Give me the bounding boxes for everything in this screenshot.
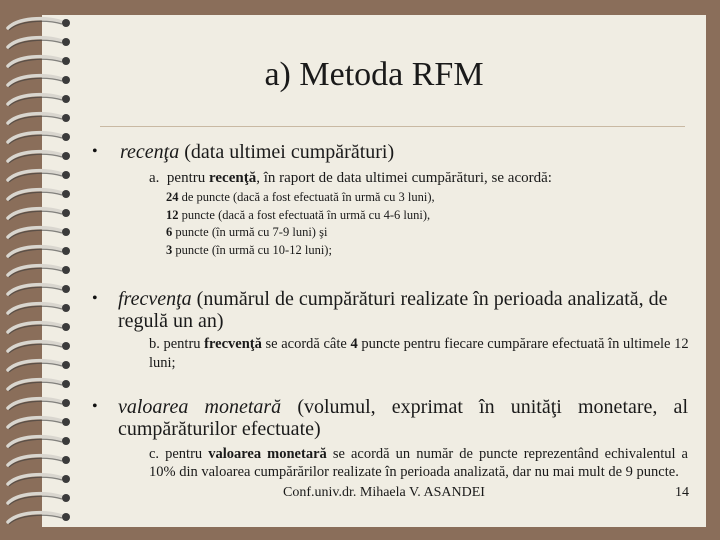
binding-ring: [8, 285, 62, 294]
binding-ring: [8, 266, 62, 275]
bullet-recenta: [120, 141, 394, 164]
binding-hole: [62, 323, 70, 331]
term-frecventa: frecvenţa: [118, 288, 192, 310]
binding-hole: [62, 114, 70, 122]
list-item: [166, 224, 435, 242]
points-value: 24: [166, 190, 179, 204]
points-value: 12: [166, 207, 179, 222]
binding-ring: [8, 247, 62, 256]
binding-hole: [62, 95, 70, 103]
sub-prefix: a.: [149, 170, 160, 186]
sub-text: , în raport de data ultimei cumpărături, se acordă:: [256, 170, 552, 186]
points-text: puncte (în urmă cu 7-9 luni) şi: [172, 225, 328, 239]
binding-ring: [8, 475, 62, 484]
binding-ring: [8, 323, 62, 332]
binding-ring: [8, 228, 62, 237]
binding-ring: [8, 494, 62, 503]
binding-ring: [8, 437, 62, 446]
binding-hole: [62, 513, 70, 521]
binding-hole: [62, 190, 70, 198]
sub-text: pentru: [159, 336, 205, 352]
binding-hole: [62, 361, 70, 369]
binding-ring: [8, 38, 62, 47]
footer-author: Conf.univ.dr. Mihaela V. ASANDEI: [283, 485, 485, 500]
binding-ring: [8, 19, 62, 28]
binding-ring: [8, 513, 62, 522]
binding-hole: [62, 380, 70, 388]
binding-ring: [8, 418, 62, 427]
binding-ring: [8, 171, 62, 180]
binding-ring: [8, 342, 62, 351]
binding-ring: [8, 209, 62, 218]
sub-term: frecvenţă: [204, 336, 262, 352]
sub-text: pentru: [159, 446, 209, 462]
binding-hole: [62, 456, 70, 464]
binding-hole: [62, 418, 70, 426]
binding-hole: [62, 304, 70, 312]
bullet-marker: •: [92, 398, 98, 415]
points-value: 4: [350, 336, 358, 352]
binding-hole: [62, 38, 70, 46]
term-valoarea-monetara: valoarea monetară: [118, 396, 282, 418]
binding-hole: [62, 494, 70, 502]
bullet-text: (numărul de cumpărături realizate în perioada analizată, de regulă un an): [118, 288, 668, 332]
bullet-frecventa: [118, 288, 688, 332]
binding-hole: [62, 475, 70, 483]
binding-hole: [62, 247, 70, 255]
sub-item-c: [149, 445, 688, 481]
sub-term: recenţă: [209, 170, 257, 186]
binding-hole: [62, 285, 70, 293]
bullet-text: (volumul, exprimat în unităţi monetare, al cumpărăturilor efectuate): [118, 396, 688, 440]
sub-text: se acordă un număr de puncte reprezentând echivalentul a 10% din valoarea cumpărărilor realizate în perioada analizată, dar nu mai mult de 9 puncte.: [149, 446, 688, 480]
page-number: 14: [675, 485, 689, 500]
term-recenta: recenţa: [120, 141, 180, 163]
binding-ring: [8, 361, 62, 370]
points-value: 6: [166, 225, 173, 239]
sub-term: valoarea monetară: [208, 446, 327, 462]
binding-hole: [62, 152, 70, 160]
binding-hole: [62, 399, 70, 407]
binding-ring: [8, 380, 62, 389]
list-item: [166, 207, 435, 225]
binding-ring: [8, 152, 62, 161]
sub-prefix: c.: [149, 446, 160, 462]
binding-ring: [8, 304, 62, 313]
title-divider: [100, 126, 685, 127]
binding-ring: [8, 133, 62, 142]
bullet-text: (data ultimei cumpărături): [179, 141, 395, 163]
list-item: [166, 189, 435, 207]
binding-ring: [8, 95, 62, 104]
list-item: [166, 242, 435, 260]
bullet-marker: •: [92, 143, 98, 160]
sub-text: pentru: [159, 170, 209, 186]
sub-text: se acordă câte: [261, 336, 351, 352]
binding-hole: [62, 19, 70, 27]
points-text: de puncte (dacă a fost efectuată în urmă cu 3 luni),: [178, 190, 435, 204]
recenta-points-list: [166, 189, 435, 259]
points-value: 3: [166, 242, 173, 257]
binding-ring: [8, 456, 62, 465]
binding-hole: [62, 209, 70, 217]
binding-ring: [8, 114, 62, 123]
sub-item-b: [149, 335, 689, 372]
sub-item-a: [149, 170, 552, 187]
binding-hole: [62, 342, 70, 350]
slide-title: a) Metoda RFM: [264, 56, 484, 93]
points-text: puncte (dacă a fost efectuată în urmă cu 4-6 luni),: [178, 207, 431, 222]
binding-ring: [8, 399, 62, 408]
binding-hole: [62, 133, 70, 141]
binding-hole: [62, 266, 70, 274]
binding-hole: [62, 228, 70, 236]
binding-hole: [62, 171, 70, 179]
sub-text: puncte pentru fiecare cumpărare efectuată în ultimele 12 luni;: [149, 336, 689, 371]
bullet-valoarea-monetara: [118, 396, 688, 440]
points-text: puncte (în urmă cu 10-12 luni);: [172, 242, 332, 257]
sub-prefix: b.: [149, 336, 160, 352]
bullet-marker: •: [92, 290, 98, 307]
binding-hole: [62, 437, 70, 445]
binding-ring: [8, 190, 62, 199]
